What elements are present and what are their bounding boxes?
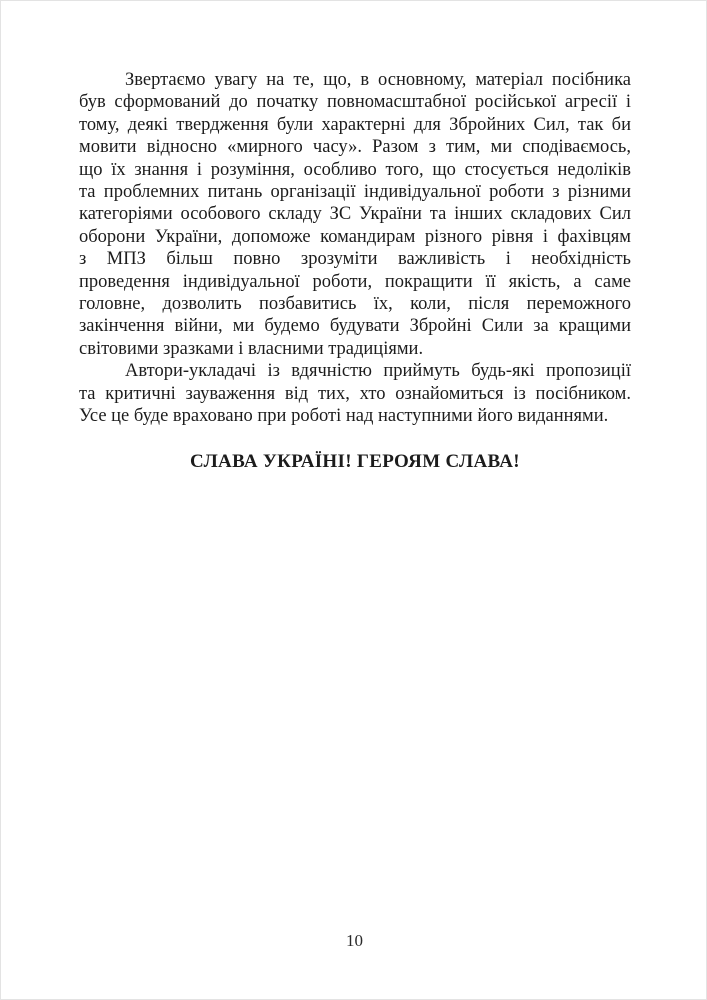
text-line: головне, дозволить позбавитись їх, коли, після переможного — [79, 294, 631, 315]
text-line: Усе це буде враховано при роботі над наступними його виданнями. — [79, 406, 609, 427]
text-line: проведення індивідуальної роботи, покращити її якість, а саме — [79, 271, 631, 292]
text-line: Автори-укладачі із вдячністю приймуть будь-які пропозиції — [125, 361, 631, 382]
text-line: категоріями особового складу ЗС України та інших складових Сил — [79, 204, 631, 225]
paragraphs — [79, 69, 631, 428]
text-line: з МПЗ більш повно зрозуміти важливість і необхідність — [79, 249, 631, 270]
text-line: мовити відносно «мирного часу». Разом з тим, ми сподіваємось, — [79, 137, 631, 158]
text-line: та критичні зауваження від тих, хто ознайомиться із посібником. — [79, 383, 631, 404]
text-block — [79, 69, 631, 473]
text-line: Звертаємо увагу на те, що, в основному, матеріал посібника — [125, 70, 631, 90]
text-line: світовими зразками і власними традиціями. — [79, 338, 424, 359]
text-line: тому, деякі твердження були характерні для Збройних Сил, так би — [79, 114, 631, 135]
text-line: оборони України, допоможе командирам різного рівня і фахівцям — [79, 226, 631, 247]
page-number: 10 — [346, 931, 363, 950]
text-line: був сформований до початку повномасштабної російської агресії і — [79, 92, 631, 113]
text-line: закінчення війни, ми будемо будувати Збройні Сили за кращими — [79, 316, 631, 337]
text-line: та проблемних питань організації індивідуальної роботи з різними — [79, 182, 631, 203]
text-line: що їх знання і розуміння, особливо того, що стосується недоліків — [79, 159, 631, 180]
slogan-heading: СЛАВА УКРАЇНІ! ГЕРОЯМ СЛАВА! — [190, 450, 520, 472]
